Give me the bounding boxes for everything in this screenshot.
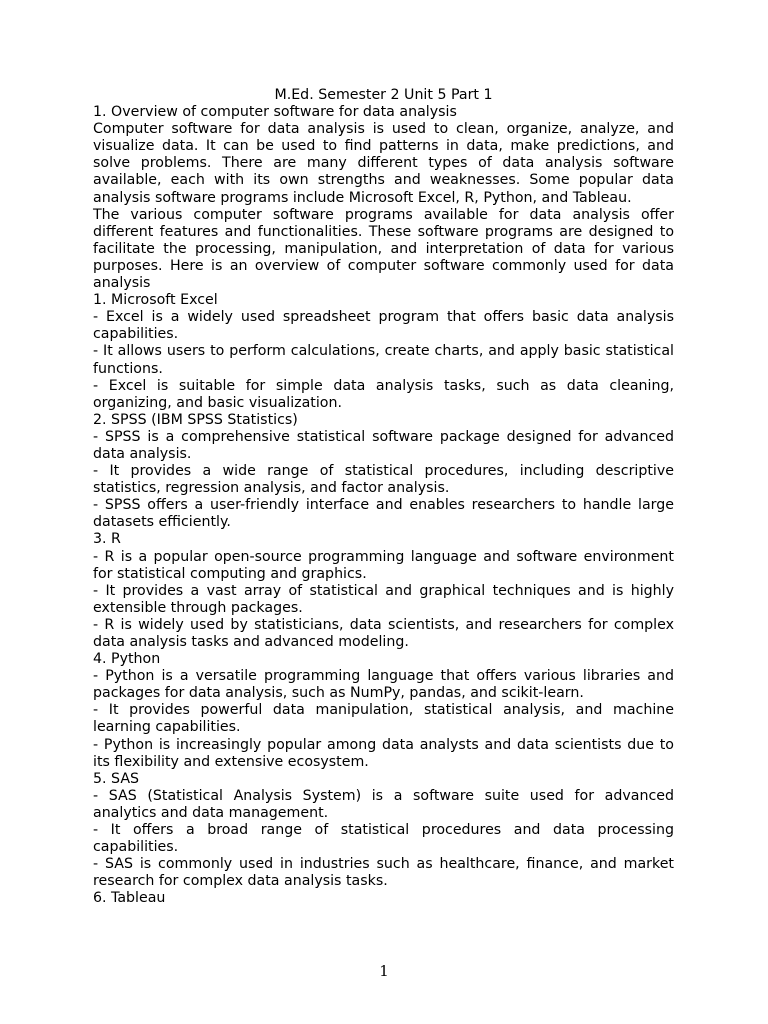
item-heading-excel: 1. Microsoft Excel	[93, 292, 218, 309]
bullet-python-3: - Python is increasingly popular among data analysts and data scientists due to its flexibility and extensive ecosystem.	[93, 736, 674, 770]
bullet-r-1: - R is a popular open-source programming language and software environment for statistical computing and graphics.	[93, 548, 674, 582]
item-heading-sas: 5. SAS	[93, 770, 140, 787]
bullet-sas-3: - SAS is commonly used in industries such as healthcare, finance, and market research for complex data analysis tasks.	[93, 856, 674, 890]
bullet-sas-1: - SAS (Statistical Analysis System) is a software suite used for advanced analytics and data management.	[93, 787, 674, 821]
paragraph-intro: Computer software for data analysis is used to clean, organize, analyze, and visualize data. It can be used to find patterns in data, make predictions, and solve problems. There are many different types of data analysis software available, each with its own strengths and weaknesses. Some popular data analysis software programs include Microsoft Excel, R, Python, and Tableau.	[93, 121, 674, 206]
document-title: M.Ed. Semester 2 Unit 5 Part 1	[274, 87, 493, 103]
paragraph-overview: The various computer software programs available for data analysis offer different features and functionalities. These software programs are designed to facilitate the processing, manipulation, and interpretation of data for various purposes. Here is an overview of computer software commonly used for data analysis	[93, 206, 674, 292]
bullet-spss-3: - SPSS offers a user-friendly interface and enables researchers to handle large datasets efficiently.	[93, 497, 674, 531]
bullet-python-2: - It provides powerful data manipulation, statistical analysis, and machine learning capabilities.	[93, 702, 674, 736]
bullet-excel-1: - Excel is a widely used spreadsheet program that offers basic data analysis capabilities.	[93, 309, 674, 343]
bullet-python-1: - Python is a versatile programming language that offers various libraries and packages for data analysis, such as NumPy, pandas, and scikit-learn.	[93, 668, 674, 702]
page-number: 1	[379, 962, 389, 980]
bullet-spss-1: - SPSS is a comprehensive statistical software package designed for advanced data analysis.	[93, 428, 674, 462]
item-heading-spss: 2. SPSS (IBM SPSS Statistics)	[93, 411, 298, 428]
bullet-r-3: - R is widely used by statisticians, data scientists, and researchers for complex data analysis tasks and advanced modeling.	[93, 616, 674, 650]
bullet-excel-3: - Excel is suitable for simple data analysis tasks, such as data cleaning, organizing, and basic visualization.	[93, 377, 674, 411]
item-heading-r: 3. R	[93, 531, 121, 548]
bullet-spss-2: - It provides a wide range of statistical procedures, including descriptive statistics, regression analysis, and factor analysis.	[93, 463, 674, 497]
item-heading-python: 4. Python	[93, 651, 161, 668]
section-heading-overview: 1. Overview of computer software for data analysis	[93, 104, 457, 121]
document-body	[93, 87, 674, 908]
bullet-excel-2: - It allows users to perform calculations, create charts, and apply basic statistical functions.	[93, 343, 674, 377]
bullet-sas-2: - It offers a broad range of statistical procedures and data processing capabilities.	[93, 822, 674, 856]
bullet-r-2: - It provides a vast array of statistical and graphical techniques and is highly extensible through packages.	[93, 582, 674, 616]
item-heading-tableau: 6. Tableau	[93, 890, 166, 907]
